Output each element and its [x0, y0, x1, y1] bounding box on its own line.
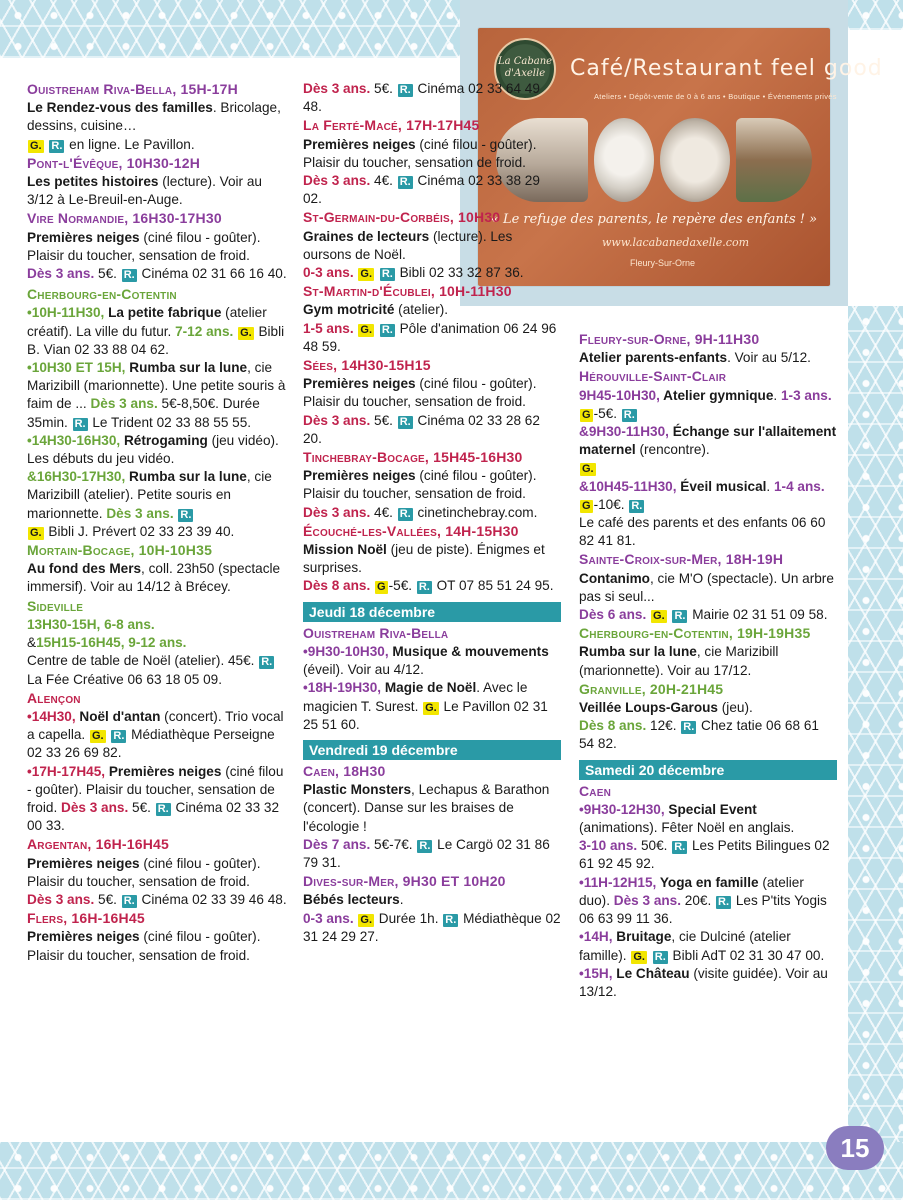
badge-g-icon: G. [360, 268, 373, 281]
event-location: Sainte-Croix-sur-Mer, 18H-19H [579, 551, 784, 568]
badge-r-icon: R. [123, 269, 135, 282]
event-title: Graines de lecteurs [303, 228, 430, 244]
event-location: Cherbourg-en-Cotentin [27, 286, 177, 303]
badge-g-icon: G. [360, 323, 373, 336]
column-2 [303, 80, 561, 946]
event-title: Contanimo [579, 570, 650, 586]
badge-r-icon: R. [718, 895, 730, 908]
event-age: 0-3 ans. [303, 265, 354, 281]
event-desc: , cie Dulciné (atelier famille). [579, 929, 791, 963]
event-contact: Médiathèque Perseigne 02 33 26 69 82. [27, 727, 275, 761]
badge-r-icon: R. [123, 894, 135, 907]
event-sainte-croix [579, 550, 837, 624]
event-desc: (ciné filou - goûter). Plaisir du toucher, sensation de froid. [27, 763, 284, 815]
event-title: Échange sur l'allaitement maternel [579, 424, 837, 458]
day-banner-samedi: Samedi 20 décembre [579, 760, 837, 780]
event-contact: Le Trident 02 33 88 55 55. [88, 414, 252, 430]
event-desc: (ciné filou - goûter). Plaisir du toucher, sensation de froid. [27, 229, 261, 263]
event-desc: , Lechapus & Barathon (concert). Danse sur les braises de l'écologie ! [303, 782, 550, 834]
badge-r-icon: R. [381, 268, 393, 281]
day-banner-vendredi: Vendredi 19 décembre [303, 740, 561, 760]
event-time: •10H30 ET 15H, [27, 360, 126, 376]
event-time: •9H30-12H30, [579, 801, 665, 817]
event-title: Bébés lecteurs [303, 892, 400, 908]
event-st-germain [303, 208, 561, 282]
event-price: 12€. [646, 718, 681, 734]
event-age: Dès 7 ans. [303, 836, 371, 852]
event-title: Premières neiges [303, 136, 416, 152]
column-3 [579, 330, 837, 1001]
event-location: St-Martin-d'Écublei, 10H-11H30 [303, 283, 512, 300]
event-age: Dès 3 ans. [303, 81, 371, 96]
badge-r-icon: R. [113, 730, 125, 743]
event-location: Flers, 16H-16H45 [27, 910, 145, 927]
event-title: Mission Noël [303, 542, 387, 558]
event-contact: Les Petits Bilingues 02 61 92 45 92. [579, 838, 830, 872]
event-price: 4€. [370, 504, 397, 520]
badge-g-icon: G. [240, 326, 252, 339]
event-age: Dès 3 ans. [61, 799, 129, 815]
event-contact: Le Pavillon 02 31 25 51 60. [303, 698, 548, 732]
event-title: Rumba sur la lune [579, 644, 697, 660]
event-time: 13H30-15H, 6-8 ans. [27, 616, 155, 632]
event-contact: Mairie 02 31 51 09 58. [688, 607, 828, 623]
event-age: Dès 3 ans. [613, 892, 682, 908]
event-location: Ouistreham Riva-Bella, 15H-17H [27, 81, 238, 97]
event-title: Yoga en famille [656, 874, 759, 890]
event-location: Écouché-les-Vallées, 14H-15H30 [303, 522, 519, 539]
event-desc: , cie Marizibill (marionnette). Voir au 17/12. [579, 644, 779, 678]
badge-g-icon: G. [425, 701, 437, 714]
event-age: Dès 3 ans. [303, 504, 371, 520]
event-price: Durée 1h. [375, 910, 443, 926]
badge-r-icon: R. [419, 839, 431, 852]
event-desc: (atelier créatif). La ville du futur. [27, 305, 267, 339]
event-location: Ouistreham Riva-Bella [303, 624, 449, 641]
event-location: Granville, 20H-21H45 [579, 680, 724, 697]
event-sees [303, 356, 561, 448]
badge-r-icon: R. [399, 415, 411, 428]
event-sideville [27, 597, 289, 689]
event-desc: . Avec le magicien T. Surest. [303, 680, 528, 714]
event-title: Special Event [664, 801, 757, 817]
event-contact: Bibli B. Vian 02 33 88 04 62. [27, 323, 285, 357]
event-desc: (ciné filou - goûter). Plaisir du toucher, sensation de froid. [303, 376, 537, 410]
event-fleury [579, 330, 837, 367]
event-location: La Ferté-Macé, 17H-17H45 [303, 117, 480, 134]
event-title: Premières neiges [303, 376, 416, 392]
event-contact: Cinéma 02 31 66 16 40. [137, 266, 287, 282]
ad-city: Fleury-Sur-Orne [630, 258, 696, 268]
badge-r-icon: R. [74, 417, 86, 430]
event-contact: OT 07 85 51 24 95. [432, 578, 554, 594]
column-1 [27, 80, 289, 965]
badge-g-icon: G. [633, 950, 645, 963]
event-age: 1-4 ans. [773, 478, 825, 494]
event-age: Dès 8 ans. [579, 718, 647, 734]
event-time: •9H30-10H30, [303, 643, 389, 659]
event-title: Rétrogaming [120, 432, 208, 448]
event-age: 1-3 ans. [780, 387, 832, 403]
event-title: Les petites histoires [27, 174, 159, 190]
event-vire [27, 209, 289, 283]
badge-g-icon: G [377, 581, 386, 594]
event-title: Au fond des Mers [27, 561, 142, 577]
badge-r-icon: R. [623, 408, 635, 421]
event-desc: (visite guidée). Voir au 13/12. [579, 965, 828, 999]
event-contact: Les P'tits Yogis 06 63 99 11 36. [579, 892, 827, 927]
event-time: &9H30-11H30, [579, 424, 669, 440]
event-desc: (éveil). Voir au 4/12. [303, 662, 424, 678]
event-location: Tinchebray-Bocage, 15H45-16H30 [303, 449, 523, 466]
event-tinchebray [303, 448, 561, 522]
event-herouville: Hérouville-Saint-Clair 9H45-10H30, Atelier gymnique. 1-3 ans. G -5€. R. &9H30-11H30, Échange sur l'allaitement maternel (rencontre). G. &10H45-11H30, Éveil musical. 1-4 ans. G -10€. R. Le café des parents et des enfants 06 60 82 41 81. [579, 368, 837, 549]
badge-r-icon: R. [631, 499, 643, 512]
event-desc: . Bricolage, dessins, cuisine… [27, 100, 281, 134]
badge-r-icon: R. [381, 323, 393, 336]
event-price: 5€. [94, 266, 121, 282]
ad-slogan: « Le refuge des parents, le repère des enfants ! » [490, 212, 818, 227]
badge-g-icon: G. [360, 913, 373, 926]
event-time: 9H45-10H30, [579, 387, 660, 403]
event-time: •11H-12H15, [579, 874, 657, 890]
event-contact: Médiathèque 02 31 24 29 27. [303, 910, 561, 944]
event-desc: (concert). Trio vocal a capella. [27, 708, 284, 743]
event-age: 0-3 ans. [303, 910, 354, 926]
event-title: Premières neiges [27, 229, 140, 245]
event-location: Mortain-Bocage, 10H-10H35 [27, 542, 213, 559]
event-location: Caen, 18H30 [303, 762, 386, 779]
badge-g-icon: G [582, 499, 591, 512]
event-age: Dès 3 ans. [27, 266, 95, 282]
event-cherbourg-17 [579, 624, 837, 680]
badge-r-icon: R. [445, 913, 457, 926]
event-desc: Centre de table de Noël (atelier). 45€. [27, 653, 259, 669]
event-age: 3-10 ans. [579, 838, 638, 854]
event-desc: . [399, 892, 404, 908]
badge-r-icon: R. [674, 610, 686, 623]
event-age: 1-5 ans. [303, 320, 354, 336]
event-contact: Pôle d'animation 06 24 96 48 59. [303, 320, 557, 354]
event-mortain [27, 541, 289, 597]
event-cherbourg [27, 285, 289, 541]
event-time: •14H, [579, 929, 613, 945]
event-desc: (lecture). Voir au 3/12 à Le-Breuil-en-Auge. [27, 174, 262, 208]
event-tail: en ligne. Le Pavillon. [65, 136, 195, 152]
badge-g-icon: G. [30, 139, 42, 152]
badge-g-icon: G. [30, 526, 42, 539]
event-desc: (jeu de piste). Énigmes et surprises. [303, 542, 545, 576]
event-age: Dès 3 ans. [303, 173, 371, 189]
event-age: Dès 3 ans. [303, 412, 371, 428]
event-contact: Bibli 02 33 32 87 36. [395, 265, 524, 281]
event-desc: (atelier). [394, 302, 449, 318]
ad-title: Café/Restaurant feel good [570, 56, 883, 81]
event-pont-leveque [27, 154, 289, 210]
badge-r-icon: R. [654, 950, 666, 963]
event-desc: , cie M'O (spectacle). Un arbre pas si seul... [579, 570, 834, 604]
event-time: 15H15-16H45, 9-12 ans. [36, 635, 187, 651]
event-location: Sideville [27, 597, 84, 614]
event-desc: (ciné filou - goûter). Plaisir du toucher, sensation de froid. [27, 855, 261, 889]
event-location: Vire Normandie, 16H30-17H30 [27, 210, 222, 227]
event-location: Sées, 14H30-15H15 [303, 357, 431, 374]
badge-r-icon: R. [157, 802, 169, 815]
event-time: •14H30, [27, 708, 76, 724]
badge-r-icon: R. [683, 721, 695, 734]
event-price: 5€. [128, 799, 155, 815]
event-desc: (ciné filou - goûter). Plaisir du toucher, sensation de froid. [303, 136, 537, 170]
event-contact: Le Cargö 02 31 86 79 31. [303, 836, 550, 870]
event-price: 50€. [637, 838, 672, 854]
event-desc: , coll. 23h50 (spectacle immersif). Voir au 14/12 à Brécey. [27, 561, 281, 595]
event-age: Dès 3 ans. [90, 396, 158, 412]
event-st-martin [303, 282, 561, 356]
event-time: •14H30-16H30, [27, 432, 121, 448]
event-location: Dives-sur-Mer, 9H30 ET 10H20 [303, 873, 506, 890]
event-title: Premières neiges [27, 855, 140, 871]
event-contact: Chez tatie 06 68 61 54 82. [579, 718, 819, 752]
ad-subtitle: Ateliers • Dépôt-vente de 0 à 6 ans • Boutique • Événements privés [594, 92, 837, 101]
badge-g-icon: G. [653, 610, 665, 623]
ad-url[interactable]: www.lacabanedaxelle.com [602, 236, 749, 249]
event-time: •10H-11H30, [27, 305, 105, 321]
event-ferte-mace [303, 116, 561, 208]
event-price: 4€. [370, 173, 397, 189]
event-title: Rumba sur la lune [125, 360, 248, 376]
event-desc: (ciné filou - goûter). Plaisir du toucher, sensation de froid. [27, 929, 261, 963]
event-desc: (animations). Fêter Noël en anglais. [579, 820, 795, 836]
event-price: 5€. [370, 81, 397, 96]
event-ouistreham-18 [303, 624, 561, 734]
ad-logo: La Cabane d'Axelle [494, 38, 556, 100]
decorative-pattern-top [0, 0, 460, 58]
event-age: Dès 3 ans. [27, 891, 95, 907]
event-argentan [27, 835, 289, 909]
event-price: -5€. [593, 405, 621, 421]
badge-r-icon: R. [261, 656, 273, 669]
event-amp: & [27, 635, 37, 651]
event-desc: (atelier duo). [579, 874, 804, 908]
event-desc: (ciné filou - goûter). Plaisir du toucher, sensation de froid. [303, 468, 537, 502]
event-desc: (lecture). Les oursons de Noël. [303, 228, 513, 262]
event-title: Gym motricité [303, 302, 395, 318]
event-ouistreham [27, 80, 289, 154]
event-location: Fleury-sur-Orne, 9H-11H30 [579, 331, 760, 347]
event-price: 5€-8,50€. Durée 35min. [27, 396, 260, 430]
event-price: 5€. [370, 412, 397, 428]
event-location: Argentan, 16H-16H45 [27, 836, 169, 853]
event-desc: , cie Marizibill (marionnette). Une petite souris à faim de ... [27, 360, 286, 412]
event-contact: Cinéma 02 33 64 49 48. [303, 81, 540, 115]
badge-r-icon: R. [180, 508, 192, 521]
event-location: Hérouville-Saint-Clair [579, 368, 727, 385]
event-title: Atelier gymnique [659, 387, 774, 403]
badge-r-icon: R. [51, 139, 63, 152]
event-contact: Cinéma 02 33 38 29 02. [303, 173, 540, 207]
event-age: Dès 8 ans. [303, 578, 371, 594]
badge-r-icon: R. [418, 581, 430, 594]
event-title: Premières neiges [303, 468, 416, 484]
event-location: Pont-l'Évêque, 10H30-12H [27, 154, 201, 171]
event-title: La petite fabrique [104, 305, 222, 321]
event-dives [303, 872, 561, 946]
event-alencon [27, 689, 289, 836]
event-contact: Cinéma 02 33 28 62 20. [303, 412, 540, 446]
event-title: Le Château [612, 965, 690, 981]
event-desc: (rencontre). [635, 442, 710, 458]
event-location: Cherbourg-en-Cotentin, 19H-19H35 [579, 625, 811, 642]
event-desc: . Voir au 5/12. [727, 350, 811, 366]
event-desc: Le café des parents et des enfants 06 60 82 41 81. [579, 515, 826, 549]
page-number: 15 [826, 1126, 884, 1170]
event-title: Veillée Loups-Garous [579, 700, 718, 716]
event-contact[interactable]: cinetinchebray.com. [413, 504, 538, 520]
event-caen-19 [303, 762, 561, 872]
event-flers [27, 909, 289, 965]
event-title: Noël d'antan [75, 708, 161, 724]
event-time: •15H, [579, 965, 613, 981]
decorative-pattern-right-top [848, 0, 903, 30]
event-age: 7-12 ans. [175, 323, 234, 339]
day-banner-jeudi: Jeudi 18 décembre [303, 602, 561, 622]
event-time: •17H-17H45, [27, 763, 106, 779]
event-time: &16H30-17H30, [27, 469, 126, 485]
event-price: -10€. [593, 496, 629, 512]
badge-g-icon: G [582, 408, 591, 421]
event-price: 5€. [94, 891, 121, 907]
event-desc: (jeu). [718, 700, 753, 716]
badge-r-icon: R. [399, 507, 411, 520]
badge-g-icon: G. [91, 730, 104, 743]
event-contact: Bibli AdT 02 31 30 47 00. [668, 947, 825, 963]
decorative-pattern-bottom [0, 1142, 903, 1200]
event-title: Premières neiges [105, 763, 222, 779]
event-title: Plastic Monsters [303, 782, 412, 798]
event-title: Éveil musical [676, 478, 767, 494]
event-ecouche [303, 522, 561, 596]
ad-photo-pastry [594, 118, 654, 202]
event-age: Dès 3 ans. [106, 505, 174, 521]
badge-r-icon: R. [674, 841, 686, 854]
event-price: -5€. [388, 578, 416, 594]
event-title: Musique & mouvements [388, 643, 549, 659]
event-title: Le Rendez-vous des familles [27, 100, 213, 116]
event-desc: , cie Marizibill (atelier). Petite souris en marionnette. [27, 469, 272, 521]
event-title: Atelier parents-enfants [579, 350, 728, 366]
event-continued [303, 80, 561, 116]
event-time: •18H-19H30, [303, 680, 382, 696]
event-location: Alençon [27, 689, 81, 706]
badge-r-icon: R. [399, 84, 411, 96]
event-contact: Bibli J. Prévert 02 33 23 39 40. [44, 523, 235, 539]
event-time: &10H45-11H30, [579, 478, 677, 494]
event-contact: La Fée Créative 06 63 18 05 09. [27, 671, 222, 687]
event-caen-20 [579, 782, 837, 1001]
ad-photo-playroom [736, 118, 812, 202]
event-title: Bruitage [612, 929, 672, 945]
event-contact: Cinéma 02 33 32 00 33. [27, 799, 280, 834]
event-location: Caen [579, 782, 612, 799]
event-title: Rumba sur la lune [125, 469, 247, 485]
event-contact: Cinéma 02 33 39 46 48. [137, 891, 287, 907]
event-granville [579, 680, 837, 754]
event-price: 20€. [681, 892, 716, 908]
decorative-pattern-right [848, 306, 903, 1200]
event-title: Magie de Noël [381, 680, 477, 696]
event-price: 5€-7€. [370, 836, 417, 852]
event-title: Premières neiges [27, 929, 140, 945]
badge-g-icon: G. [582, 463, 594, 476]
ad-photo-room [660, 118, 730, 202]
event-desc: (jeu vidéo). Les débuts du jeu vidéo. [27, 432, 279, 467]
event-age: Dès 6 ans. [579, 607, 647, 623]
badge-r-icon: R. [399, 176, 411, 189]
event-location: St-Germain-du-Corbéis, 10H30 [303, 209, 501, 226]
